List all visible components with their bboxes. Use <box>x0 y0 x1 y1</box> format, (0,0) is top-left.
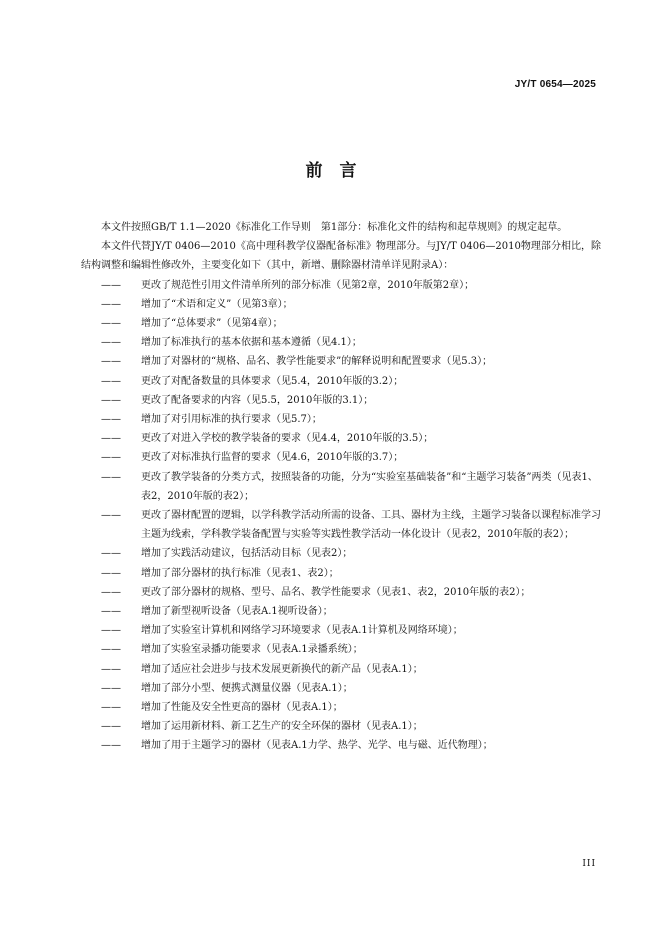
change-item <box>101 698 601 717</box>
change-item-text: 增加了适应社会进步与技术发展更新换代的新产品（见表A.1）； <box>141 663 423 675</box>
change-item-dash: —— <box>101 318 121 330</box>
change-item <box>101 333 601 352</box>
change-item-text: 更改了对标准执行监督的要求（见4.6，2010年版的3.7）； <box>141 452 404 464</box>
intro-paragraph-2: 本文件代替JY/T 0406—2010《高中理科教学仪器配备标准》物理部分。与JY/T 0406—2010物理部分相比，除结构调整和编辑性修改外，主要变化如下（其中，新增、删除器材清单详见附录A）： <box>81 241 601 272</box>
change-item-text: 增加了“总体要求”（见第4章）； <box>141 318 283 330</box>
change-item <box>101 583 601 602</box>
change-item-text: 增加了对引用标准的执行要求（见5.7）； <box>141 414 322 426</box>
change-item-dash: —— <box>101 682 121 694</box>
change-item-dash: —— <box>101 644 121 656</box>
change-item-text: 增加了性能及安全性更高的器材（见表A.1）； <box>141 702 343 714</box>
change-item <box>101 660 601 679</box>
change-item-dash: —— <box>101 433 121 445</box>
change-item-text: 增加了部分小型、便携式测量仪器（见表A.1）； <box>141 682 353 694</box>
intro-paragraph-1: 本文件按照GB/T 1.1—2020《标准化工作导则 第1部分：标准化文件的结构和起草规则》的规定起草。 <box>101 222 568 233</box>
change-item-text: 增加了实验室录播功能要求（见表A.1录播系统）； <box>141 644 363 656</box>
change-item-text: 更改了配备要求的内容（见5.5，2010年版的3.1）； <box>141 394 374 406</box>
change-item <box>101 640 601 659</box>
change-item-dash: —— <box>101 721 121 733</box>
change-item-dash: —— <box>101 548 121 560</box>
change-item <box>101 468 601 506</box>
change-item-dash: —— <box>101 375 121 387</box>
change-item <box>101 621 601 640</box>
change-item-text: 增加了用于主题学习的器材（见表A.1力学、热学、光学、电与磁、近代物理）； <box>141 740 493 752</box>
change-item-dash: —— <box>101 414 121 426</box>
change-item-text: 增加了新型视听设备（见表A.1视听设备）； <box>141 606 333 618</box>
change-item-text: 更改了对进入学校的教学装备的要求（见4.4，2010年版的3.5）； <box>141 433 434 445</box>
change-item <box>101 679 601 698</box>
change-item-dash: —— <box>101 510 121 522</box>
change-item-dash: —— <box>101 625 121 637</box>
change-item-dash: —— <box>101 279 121 291</box>
page-title: 前 言 <box>305 161 357 181</box>
change-item <box>101 544 601 563</box>
foreword-body <box>81 218 601 756</box>
change-item-text: 增加了对器材的“规格、品名、教学性能要求”的解释说明和配置要求（见5.3）； <box>141 356 493 368</box>
change-item-text: 增加了实践活动建议，包括活动目标（见表2）； <box>141 548 353 560</box>
change-item-text: 更改了规范性引用文件清单所列的部分标准（见第2章，2010年版第2章）； <box>141 279 475 291</box>
change-item <box>101 736 601 755</box>
change-item-text: 更改了部分器材的规格、型号、品名、教学性能要求（见表1、表2，2010年版的表2）； <box>141 586 531 598</box>
change-item <box>101 602 601 621</box>
change-item-text: 增加了标准执行的基本依据和基本遵循（见4.1）； <box>141 337 362 349</box>
change-item <box>101 391 601 410</box>
change-item-dash: —— <box>101 356 121 368</box>
change-item <box>101 506 601 544</box>
change-item-dash: —— <box>101 586 121 598</box>
change-item-text: 更改了器材配置的逻辑，以学科教学活动所需的设备、工具、器材为主线，主题学习装备以课程标准学习主题为线索，学科教学装备配置与实验等实践性教学活动一体化设计（见表2，2010年版的表2）； <box>141 510 601 541</box>
change-item <box>101 352 601 371</box>
change-item <box>101 372 601 391</box>
change-item-dash: —— <box>101 740 121 752</box>
page-number: III <box>582 859 596 869</box>
change-item-dash: —— <box>101 337 121 349</box>
change-item <box>101 448 601 467</box>
change-item-text: 增加了“术语和定义”（见第3章）； <box>141 298 293 310</box>
change-item-text: 增加了实验室计算机和网络学习环境要求（见表A.1计算机及网络环境）； <box>141 625 463 637</box>
change-item-dash: —— <box>101 471 121 483</box>
standard-code: JY/T 0654—2025 <box>514 79 596 90</box>
change-item-dash: —— <box>101 606 121 618</box>
change-item-text: 增加了运用新材料、新工艺生产的安全环保的器材（见表A.1）； <box>141 721 423 733</box>
change-item-dash: —— <box>101 298 121 310</box>
change-item <box>101 295 601 314</box>
change-item-dash: —— <box>101 567 121 579</box>
change-item <box>101 717 601 736</box>
change-item-text: 增加了部分器材的执行标准（见表1、表2）； <box>141 567 339 579</box>
change-item-text: 更改了教学装备的分类方式，按照装备的功能，分为“实验室基础装备”和“主题学习装备”两类（见表1、表2，2010年版的表2）； <box>141 471 598 502</box>
change-item-dash: —— <box>101 702 121 714</box>
change-item-text: 更改了对配备数量的具体要求（见5.4，2010年版的3.2）； <box>141 375 404 387</box>
change-item <box>101 429 601 448</box>
change-item-dash: —— <box>101 452 121 464</box>
changes-list <box>81 276 601 756</box>
change-item <box>101 314 601 333</box>
change-item <box>101 564 601 583</box>
change-item-dash: —— <box>101 663 121 675</box>
change-item-dash: —— <box>101 394 121 406</box>
change-item <box>101 410 601 429</box>
change-item <box>101 276 601 295</box>
